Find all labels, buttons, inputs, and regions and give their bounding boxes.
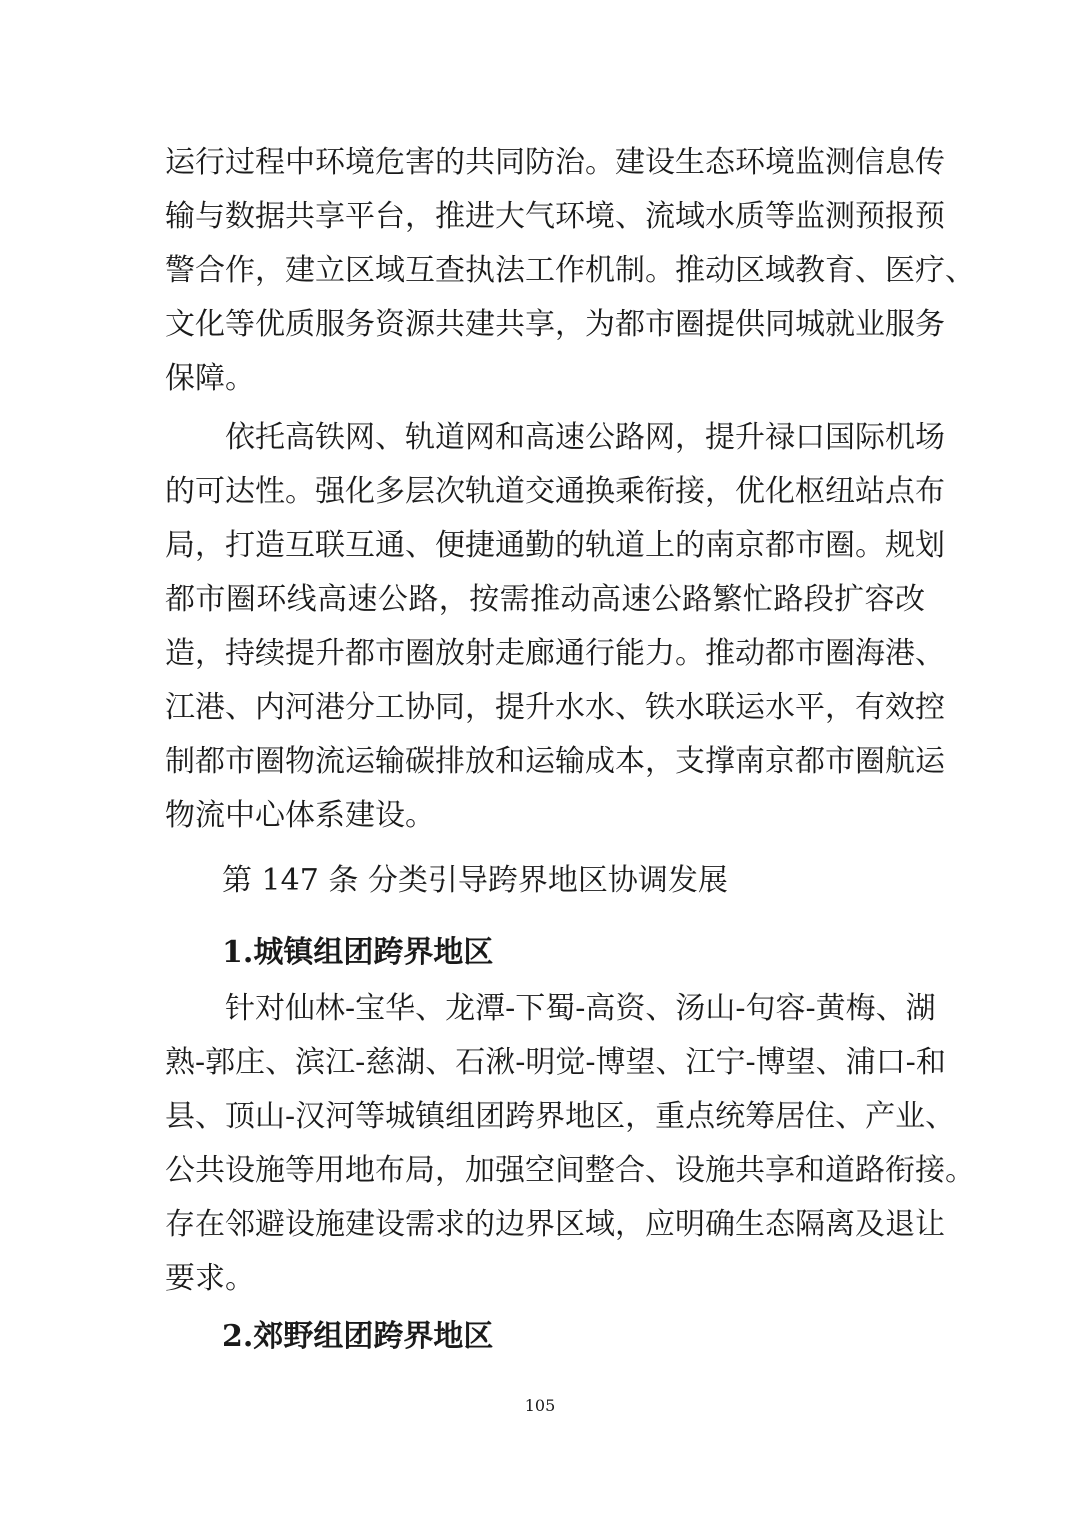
paragraph-2-line-3: 局，打造互联互通、便捷通勤的轨道上的南京都市圈。规划 (165, 528, 945, 563)
paragraph-1-line-5: 保障。 (165, 361, 255, 396)
paragraph-3-line-3: 县、顶山-汉河等城镇组团跨界地区，重点统筹居住、产业、 (165, 1099, 956, 1134)
paragraph-1-line-2: 输与数据共享平台，推进大气环境、流域水质等监测预报预 (165, 199, 945, 234)
paragraph-1-line-4: 文化等优质服务资源共建共享，为都市圈提供同城就业服务 (165, 307, 945, 342)
paragraph-3-line-1: 针对仙林-宝华、龙潭-下蜀-高资、汤山-句容-黄梅、湖 (225, 991, 936, 1026)
article-heading: 第 147 条 分类引导跨界地区协调发展 (222, 863, 728, 898)
paragraph-1-line-3: 警合作，建立区域互查执法工作机制。推动区域教育、医疗、 (165, 253, 975, 288)
subheading-2: 2.郊野组团跨界地区 (222, 1319, 494, 1354)
paragraph-2-line-2: 的可达性。强化多层次轨道交通换乘衔接，优化枢纽站点布 (165, 474, 945, 509)
paragraph-3-line-5: 存在邻避设施建设需求的边界区域，应明确生态隔离及退让 (165, 1207, 945, 1242)
subheading-1: 1.城镇组团跨界地区 (222, 935, 494, 970)
paragraph-2-line-7: 制都市圈物流运输碳排放和运输成本，支撑南京都市圈航运 (165, 744, 945, 779)
paragraph-2-line-1: 依托高铁网、轨道网和高速公路网，提升禄口国际机场 (225, 420, 945, 455)
paragraph-2-line-5: 造，持续提升都市圈放射走廊通行能力。推动都市圈海港、 (165, 636, 945, 671)
paragraph-3-line-4: 公共设施等用地布局，加强空间整合、设施共享和道路衔接。 (165, 1153, 975, 1188)
paragraph-2-line-6: 江港、内河港分工协同，提升水水、铁水联运水平，有效控 (165, 690, 945, 725)
page-number: 105 (524, 1396, 556, 1415)
paragraph-2-line-4: 都市圈环线高速公路，按需推动高速公路繁忙路段扩容改 (165, 582, 925, 617)
paragraph-2-line-8: 物流中心体系建设。 (165, 798, 435, 833)
paragraph-3-line-2: 熟-郭庄、滨江-慈湖、石湫-明觉-博望、江宁-博望、浦口-和 (165, 1045, 946, 1080)
paragraph-3-line-6: 要求。 (165, 1261, 255, 1296)
paragraph-1-line-1: 运行过程中环境危害的共同防治。建设生态环境监测信息传 (165, 145, 945, 180)
